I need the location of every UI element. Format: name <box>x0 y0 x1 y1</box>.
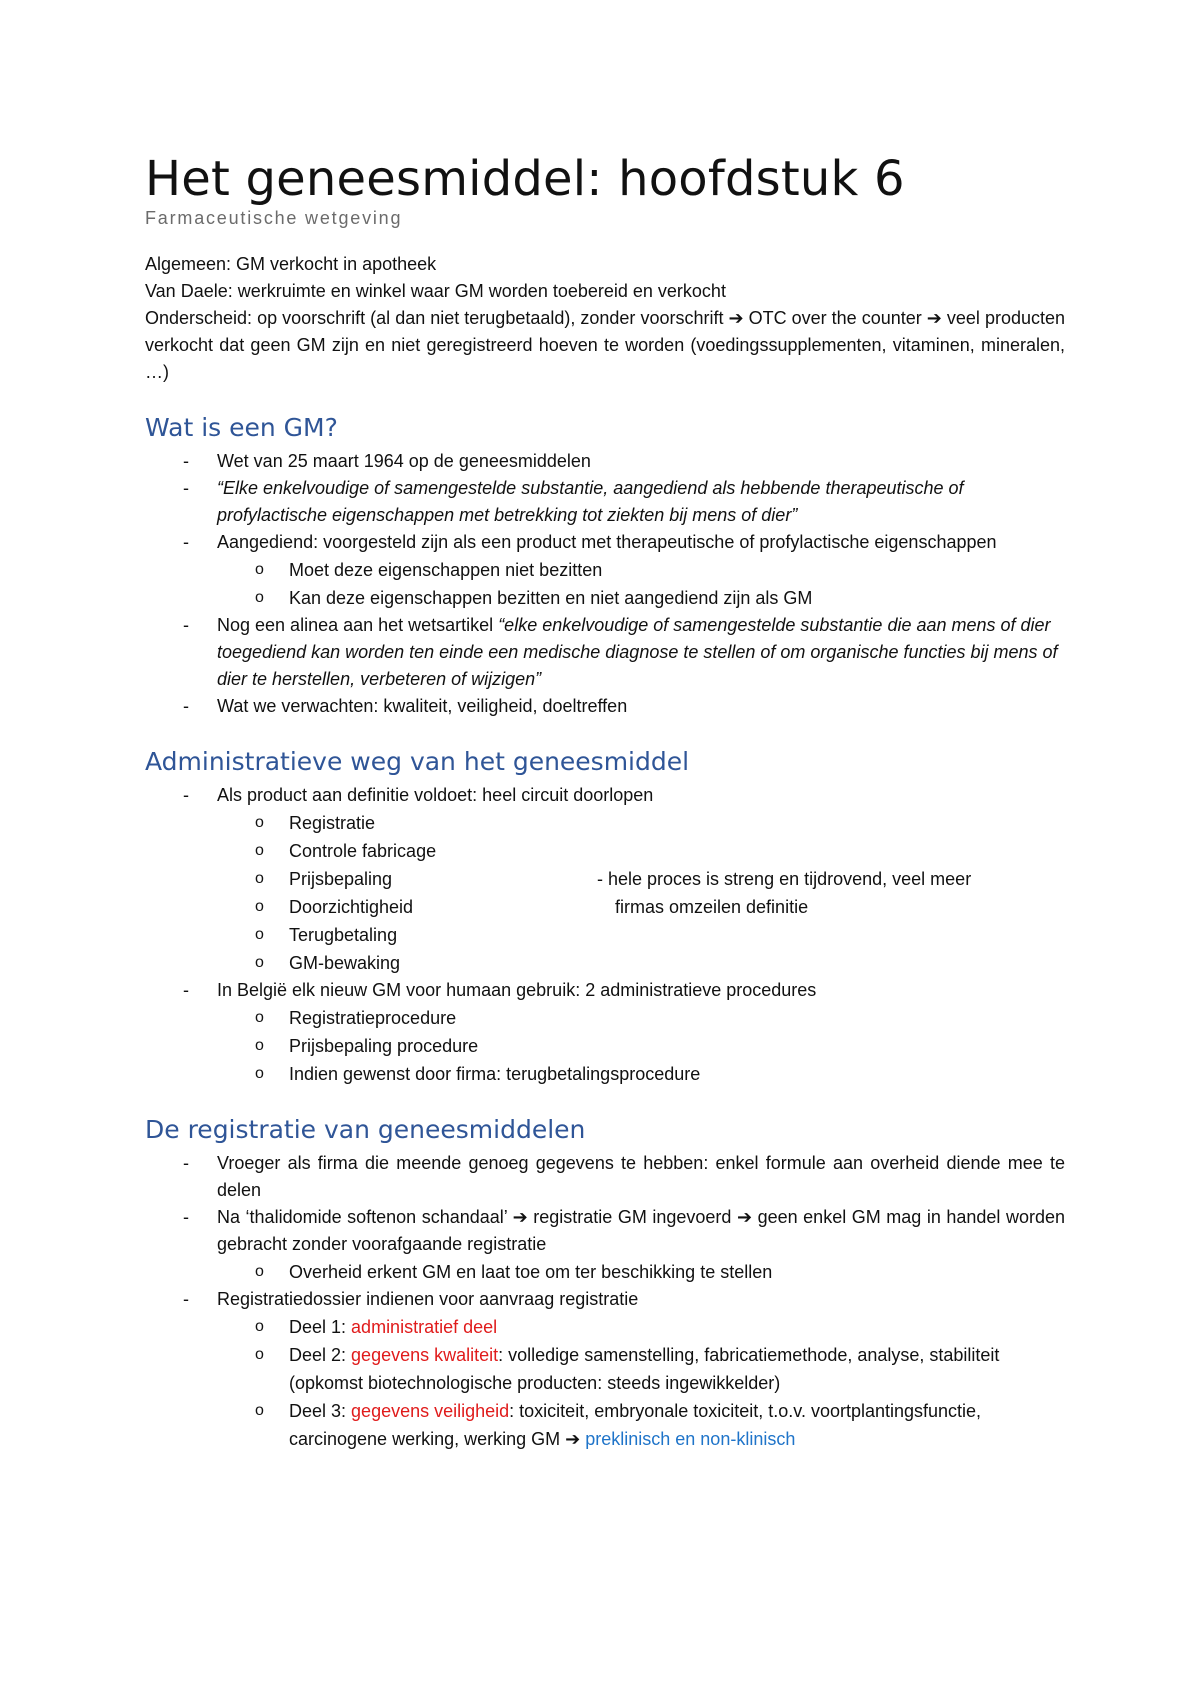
sublist-item-text: Moet deze eigenschappen niet bezitten <box>289 560 603 580</box>
circle-bullet: o <box>255 1065 264 1082</box>
list-item <box>145 782 1065 977</box>
circle-bullet: o <box>255 1318 264 1335</box>
dash-bullet: - <box>183 478 189 498</box>
sublist-item <box>145 1060 1065 1088</box>
deel-text: : toxiciteit, embryonale toxiciteit, t.o.v. voortplantingsfunctie, carcinogene werking, werking GM <box>289 1401 982 1449</box>
list-item <box>145 693 1065 720</box>
list-item-text: Aangediend: voorgesteld zijn als een product met therapeutische of profylactische eigenschappen <box>217 532 997 552</box>
circle-bullet: o <box>255 954 264 971</box>
intro-line-van-daele: Van Daele: werkruimte en winkel waar GM worden toebereid en verkocht <box>145 281 726 301</box>
dash-bullet: - <box>183 1207 189 1227</box>
circle-bullet: o <box>255 898 264 915</box>
sublist-item <box>145 584 1065 612</box>
sublist-item <box>145 1004 1065 1032</box>
list-item-text: Wet van 25 maart 1964 op de geneesmiddelen <box>217 451 591 471</box>
list-item-text: Als product aan definitie voldoet: heel circuit doorlopen <box>217 785 654 805</box>
sublist-item-text: Kan deze eigenschappen bezitten en niet aangediend zijn als GM <box>289 588 813 608</box>
dash-bullet: - <box>183 1289 189 1309</box>
intro-line-onderscheid <box>145 305 1065 386</box>
list-item <box>145 529 1065 612</box>
sublist-item-text: Prijsbepaling procedure <box>289 1036 479 1056</box>
sublist-item-text: Registratieprocedure <box>289 1008 457 1028</box>
dash-bullet: - <box>183 980 189 1000</box>
dash-bullet: - <box>183 785 189 805</box>
arrow-icon: ➔ <box>728 308 744 328</box>
sublist-item-deel1 <box>145 1313 1065 1341</box>
list-item <box>145 448 1065 475</box>
deel-label: Deel 2: <box>289 1345 352 1365</box>
section-heading-wat-is-een-gm: Wat is een GM? <box>145 413 338 442</box>
list-item <box>145 612 1065 693</box>
document-page <box>145 150 1065 1453</box>
sublist <box>217 556 1065 612</box>
document-subtitle: Farmaceutische wetgeving <box>145 208 403 228</box>
dash-bullet: - <box>183 615 189 635</box>
list-item-text: Wat we verwachten: kwaliteit, veiligheid, doeltreffen <box>217 696 628 716</box>
circle-bullet: o <box>255 1263 264 1280</box>
sublist-item <box>145 1258 1065 1286</box>
highlight-red: gegevens veiligheid <box>351 1401 510 1421</box>
list-item-text: In België elk nieuw GM voor humaan gebruik: 2 administratieve procedures <box>217 980 817 1000</box>
circle-bullet: o <box>255 1009 264 1026</box>
circle-bullet: o <box>255 589 264 606</box>
sublist <box>217 1313 1065 1453</box>
sublist-item <box>145 949 1065 977</box>
circle-bullet: o <box>255 870 264 887</box>
list-item <box>145 1204 1065 1286</box>
dash-bullet: - <box>183 451 189 471</box>
circle-bullet: o <box>255 842 264 859</box>
arrow-icon: ➔ <box>926 308 942 328</box>
list-item <box>145 1286 1065 1453</box>
sublist-item-text: Registratie <box>289 813 376 833</box>
intro-line-algemeen: Algemeen: GM verkocht in apotheek <box>145 254 437 274</box>
list-item <box>145 475 1065 529</box>
circle-bullet: o <box>255 814 264 831</box>
sublist-item-deel2 <box>145 1341 1065 1397</box>
sublist <box>217 1004 1065 1088</box>
sublist <box>217 1258 1065 1286</box>
producten-text: veel producten verkocht dat geen GM zijn en niet geregistreerd hoeven te worden (voedingssupplementen, vitaminen, mineralen, …) <box>145 308 1065 382</box>
circle-bullet: o <box>255 561 264 578</box>
sublist-item-text: Prijsbepaling <box>289 869 393 889</box>
sublist-item-text: GM-bewaking <box>289 953 401 973</box>
sublist-item-text: Doorzichtigheid <box>289 897 414 917</box>
circle-bullet: o <box>255 1346 264 1363</box>
deel-label: Deel 3: <box>289 1401 352 1421</box>
circle-bullet: o <box>255 1402 264 1419</box>
list-item-text: Nog een alinea aan het wetsartikel <box>217 615 499 635</box>
deel-text: : volledige samenstelling, fabricatiemethode, analyse, stabiliteit (opkomst biotechnologische producten: steeds ingewikkelder) <box>289 1345 1000 1393</box>
section-heading-registratie: De registratie van geneesmiddelen <box>145 1115 586 1144</box>
list-item-text: registratie GM ingevoerd <box>527 1207 737 1227</box>
section1-list <box>145 448 1065 720</box>
list-item-text: Na ‘thalidomide softenon schandaal’ <box>217 1207 513 1227</box>
sublist-item <box>145 1032 1065 1060</box>
sublist-item-text: Indien gewenst door firma: terugbetalingsprocedure <box>289 1064 701 1084</box>
dash-bullet: - <box>183 1153 189 1173</box>
deel-label: Deel 1: <box>289 1317 352 1337</box>
otc-text: OTC over the counter <box>743 308 927 328</box>
highlight-red: administratief deel <box>351 1317 498 1337</box>
sublist-item <box>145 809 1065 837</box>
circle-bullet: o <box>255 1037 264 1054</box>
section2-list <box>145 782 1065 1088</box>
circuit-block <box>217 809 1065 977</box>
sublist-item <box>145 837 1065 865</box>
section-heading-administratieve-weg: Administratieve weg van het geneesmiddel <box>145 747 690 776</box>
dash-bullet: - <box>183 532 189 552</box>
arrow-icon: ➔ <box>512 1207 528 1227</box>
circle-bullet: o <box>255 926 264 943</box>
arrow-icon: ➔ <box>736 1207 753 1227</box>
dash-bullet: - <box>183 696 189 716</box>
list-item-text: Vroeger als firma die meende genoeg gegevens te hebben: enkel formule aan overheid diende mee te delen <box>217 1153 1065 1200</box>
document-title: Het geneesmiddel: hoofdstuk 6 <box>145 151 905 207</box>
sublist-item <box>145 556 1065 584</box>
list-item <box>145 1150 1065 1204</box>
onderscheid-text: Onderscheid: op voorschrift (al dan niet terugbetaald), zonder voorschrift <box>145 308 729 328</box>
list-item-text: geen enkel GM mag in handel worden gebracht zonder voorafgaande registratie <box>217 1207 1065 1254</box>
side-note-line-1: - hele proces is streng en tijdrovend, veel meer <box>597 869 972 889</box>
sublist-item-text: Overheid erkent GM en laat toe om ter beschikking te stellen <box>289 1262 773 1282</box>
sublist-item-text: Terugbetaling <box>289 925 398 945</box>
sublist-item-deel3 <box>145 1397 1065 1453</box>
arrow-icon: ➔ <box>565 1429 581 1449</box>
highlight-red: gegevens kwaliteit <box>351 1345 499 1365</box>
highlight-blue: preklinisch en non-klinisch <box>585 1429 796 1449</box>
sublist-item <box>145 921 1065 949</box>
list-item-text: Registratiedossier indienen voor aanvraag registratie <box>217 1289 639 1309</box>
quote-text: “elke enkelvoudige of samengestelde substantie die aan mens of dier toegediend kan worden ten einde een medische diagnose te stellen of om organische functies bij mens of dier te herstellen, verbeteren of wijzigen” <box>217 615 1058 689</box>
list-item <box>145 977 1065 1088</box>
section3-list <box>145 1150 1065 1453</box>
list-item-text: “Elke enkelvoudige of samengestelde substantie, aangediend als hebbende therapeutische of profylactische eigenschappen met betrekking tot ziekten bij mens of dier” <box>217 478 964 525</box>
sublist-item-text: Controle fabricage <box>289 841 437 861</box>
side-note-line-2: firmas omzeilen definitie <box>615 897 809 917</box>
